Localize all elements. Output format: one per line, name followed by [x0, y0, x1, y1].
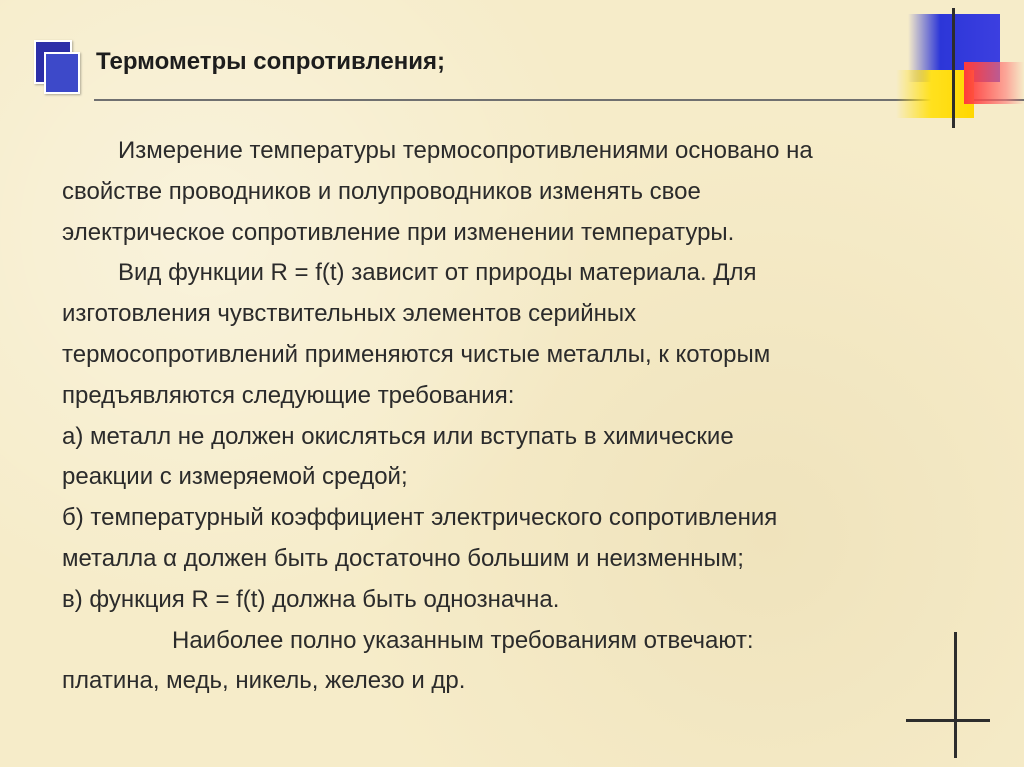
- slide-body-text: [62, 131, 922, 702]
- decor-bottom-horizontal-line: [906, 719, 990, 722]
- body-line: термосопротивлений применяются чистые металлы, к которым: [62, 340, 771, 368]
- conclusion-line: Наиболее полно указанным требованиям отвечают:: [172, 626, 754, 654]
- decor-bottom-vertical-line: [954, 632, 957, 758]
- bullet-square-front: [44, 52, 80, 94]
- slide-title: Термометры сопротивления;: [96, 48, 445, 75]
- body-line: Измерение температуры термосопротивлениями основано на: [118, 137, 813, 164]
- requirement-c: в) функция R = f(t) должна быть однозначна.: [62, 585, 560, 613]
- requirement-a: а) металл не должен окисляться или вступать в химические: [62, 422, 734, 450]
- decor-red-block: [964, 62, 1024, 104]
- decor-yellow-block: [896, 70, 974, 118]
- decor-vertical-line: [952, 8, 955, 128]
- requirement-b: б) температурный коэффициент электрического сопротивления: [62, 504, 778, 532]
- body-line: свойстве проводников и полупроводников изменять свое: [62, 177, 701, 205]
- title-bullet-squares-icon: [34, 40, 80, 94]
- body-line: предъявляются следующие требования:: [62, 381, 515, 409]
- body-line: Вид функции R = f(t) зависит от природы материала. Для: [118, 259, 757, 287]
- conclusion-line: платина, медь, никель, железо и др.: [62, 667, 466, 695]
- title-underline-divider: [94, 99, 1024, 101]
- body-line: изготовления чувствительных элементов серийных: [62, 300, 637, 328]
- body-line: электрическое сопротивление при изменении температуры.: [62, 218, 735, 246]
- body-line: реакции с измеряемой средой;: [62, 463, 408, 491]
- body-line: металла α должен быть достаточно большим и неизменным;: [62, 544, 744, 572]
